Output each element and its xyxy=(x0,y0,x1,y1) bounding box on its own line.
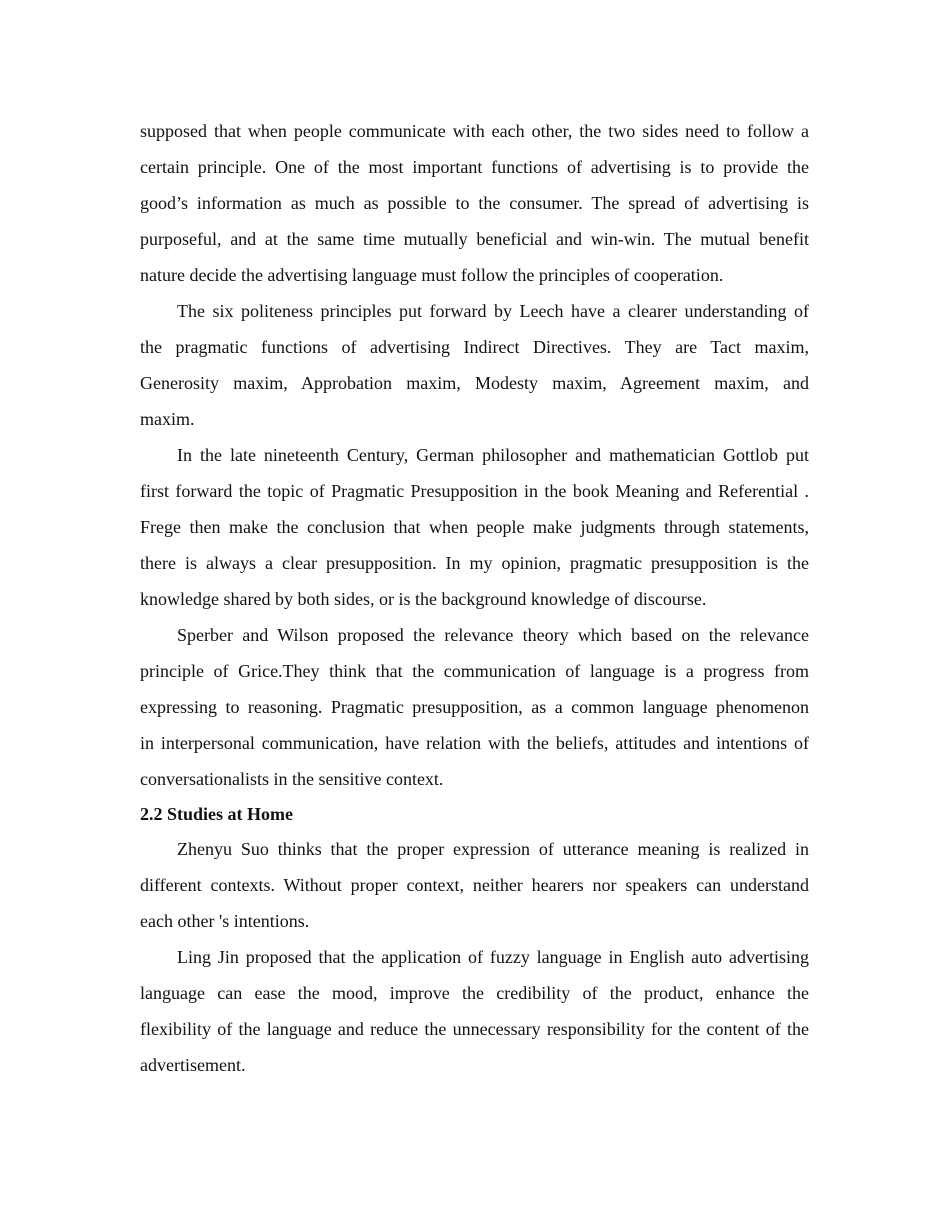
text-line: good’s information as much as possible to the consumer. The spread of advertising is xyxy=(140,193,809,213)
text-line: in interpersonal communication, have relation with the beliefs, attitudes and intentions of xyxy=(140,733,809,753)
paragraph xyxy=(140,831,809,939)
text-line: supposed that when people communicate with each other, the two sides need to follow a xyxy=(140,121,809,141)
section-heading: 2.2 Studies at Home xyxy=(140,804,293,824)
document-page xyxy=(140,113,809,1083)
text-line: different contexts. Without proper context, neither hearers nor speakers can understand xyxy=(140,875,809,895)
text-line: certain principle. One of the most important functions of advertising is to provide the xyxy=(140,157,809,177)
text-line: Sperber and Wilson proposed the relevance theory which based on the relevance xyxy=(177,625,809,645)
text-line: language can ease the mood, improve the credibility of the product, enhance the xyxy=(140,983,809,1003)
text-line: The six politeness principles put forward by Leech have a clearer understanding of xyxy=(177,301,809,321)
text-line: purposeful, and at the same time mutually beneficial and win-win. The mutual benefit xyxy=(140,229,809,249)
text-line: flexibility of the language and reduce the unnecessary responsibility for the content of the xyxy=(140,1019,809,1039)
text-line: Ling Jin proposed that the application of fuzzy language in English auto advertising xyxy=(177,947,809,967)
paragraph xyxy=(140,939,809,1083)
text-line: the pragmatic functions of advertising Indirect Directives. They are Tact maxim, xyxy=(140,337,809,357)
text-line: there is always a clear presupposition. In my opinion, pragmatic presupposition is the xyxy=(140,553,809,573)
text-line: first forward the topic of Pragmatic Presupposition in the book Meaning and Referential . xyxy=(140,481,809,501)
text-line: Zhenyu Suo thinks that the proper expression of utterance meaning is realized in xyxy=(177,839,809,859)
text-line: Generosity maxim, Approbation maxim, Modesty maxim, Agreement maxim, and xyxy=(140,373,809,393)
text-line: nature decide the advertising language must follow the principles of cooperation. xyxy=(140,265,724,285)
paragraph xyxy=(140,617,809,797)
paragraph xyxy=(140,437,809,617)
text-line: In the late nineteenth Century, German philosopher and mathematician Gottlob put xyxy=(177,445,809,465)
text-line: advertisement. xyxy=(140,1055,246,1075)
paragraph xyxy=(140,293,809,437)
text-line: Frege then make the conclusion that when people make judgments through statements, xyxy=(140,517,809,537)
text-line: principle of Grice.They think that the communication of language is a progress from xyxy=(140,661,809,681)
text-line: maxim. xyxy=(140,409,195,429)
text-line: conversationalists in the sensitive context. xyxy=(140,769,444,789)
text-line: each other 's intentions. xyxy=(140,911,310,931)
text-line: expressing to reasoning. Pragmatic presupposition, as a common language phenomenon xyxy=(140,697,809,717)
text-line: knowledge shared by both sides, or is the background knowledge of discourse. xyxy=(140,589,707,609)
paragraph xyxy=(140,113,809,293)
